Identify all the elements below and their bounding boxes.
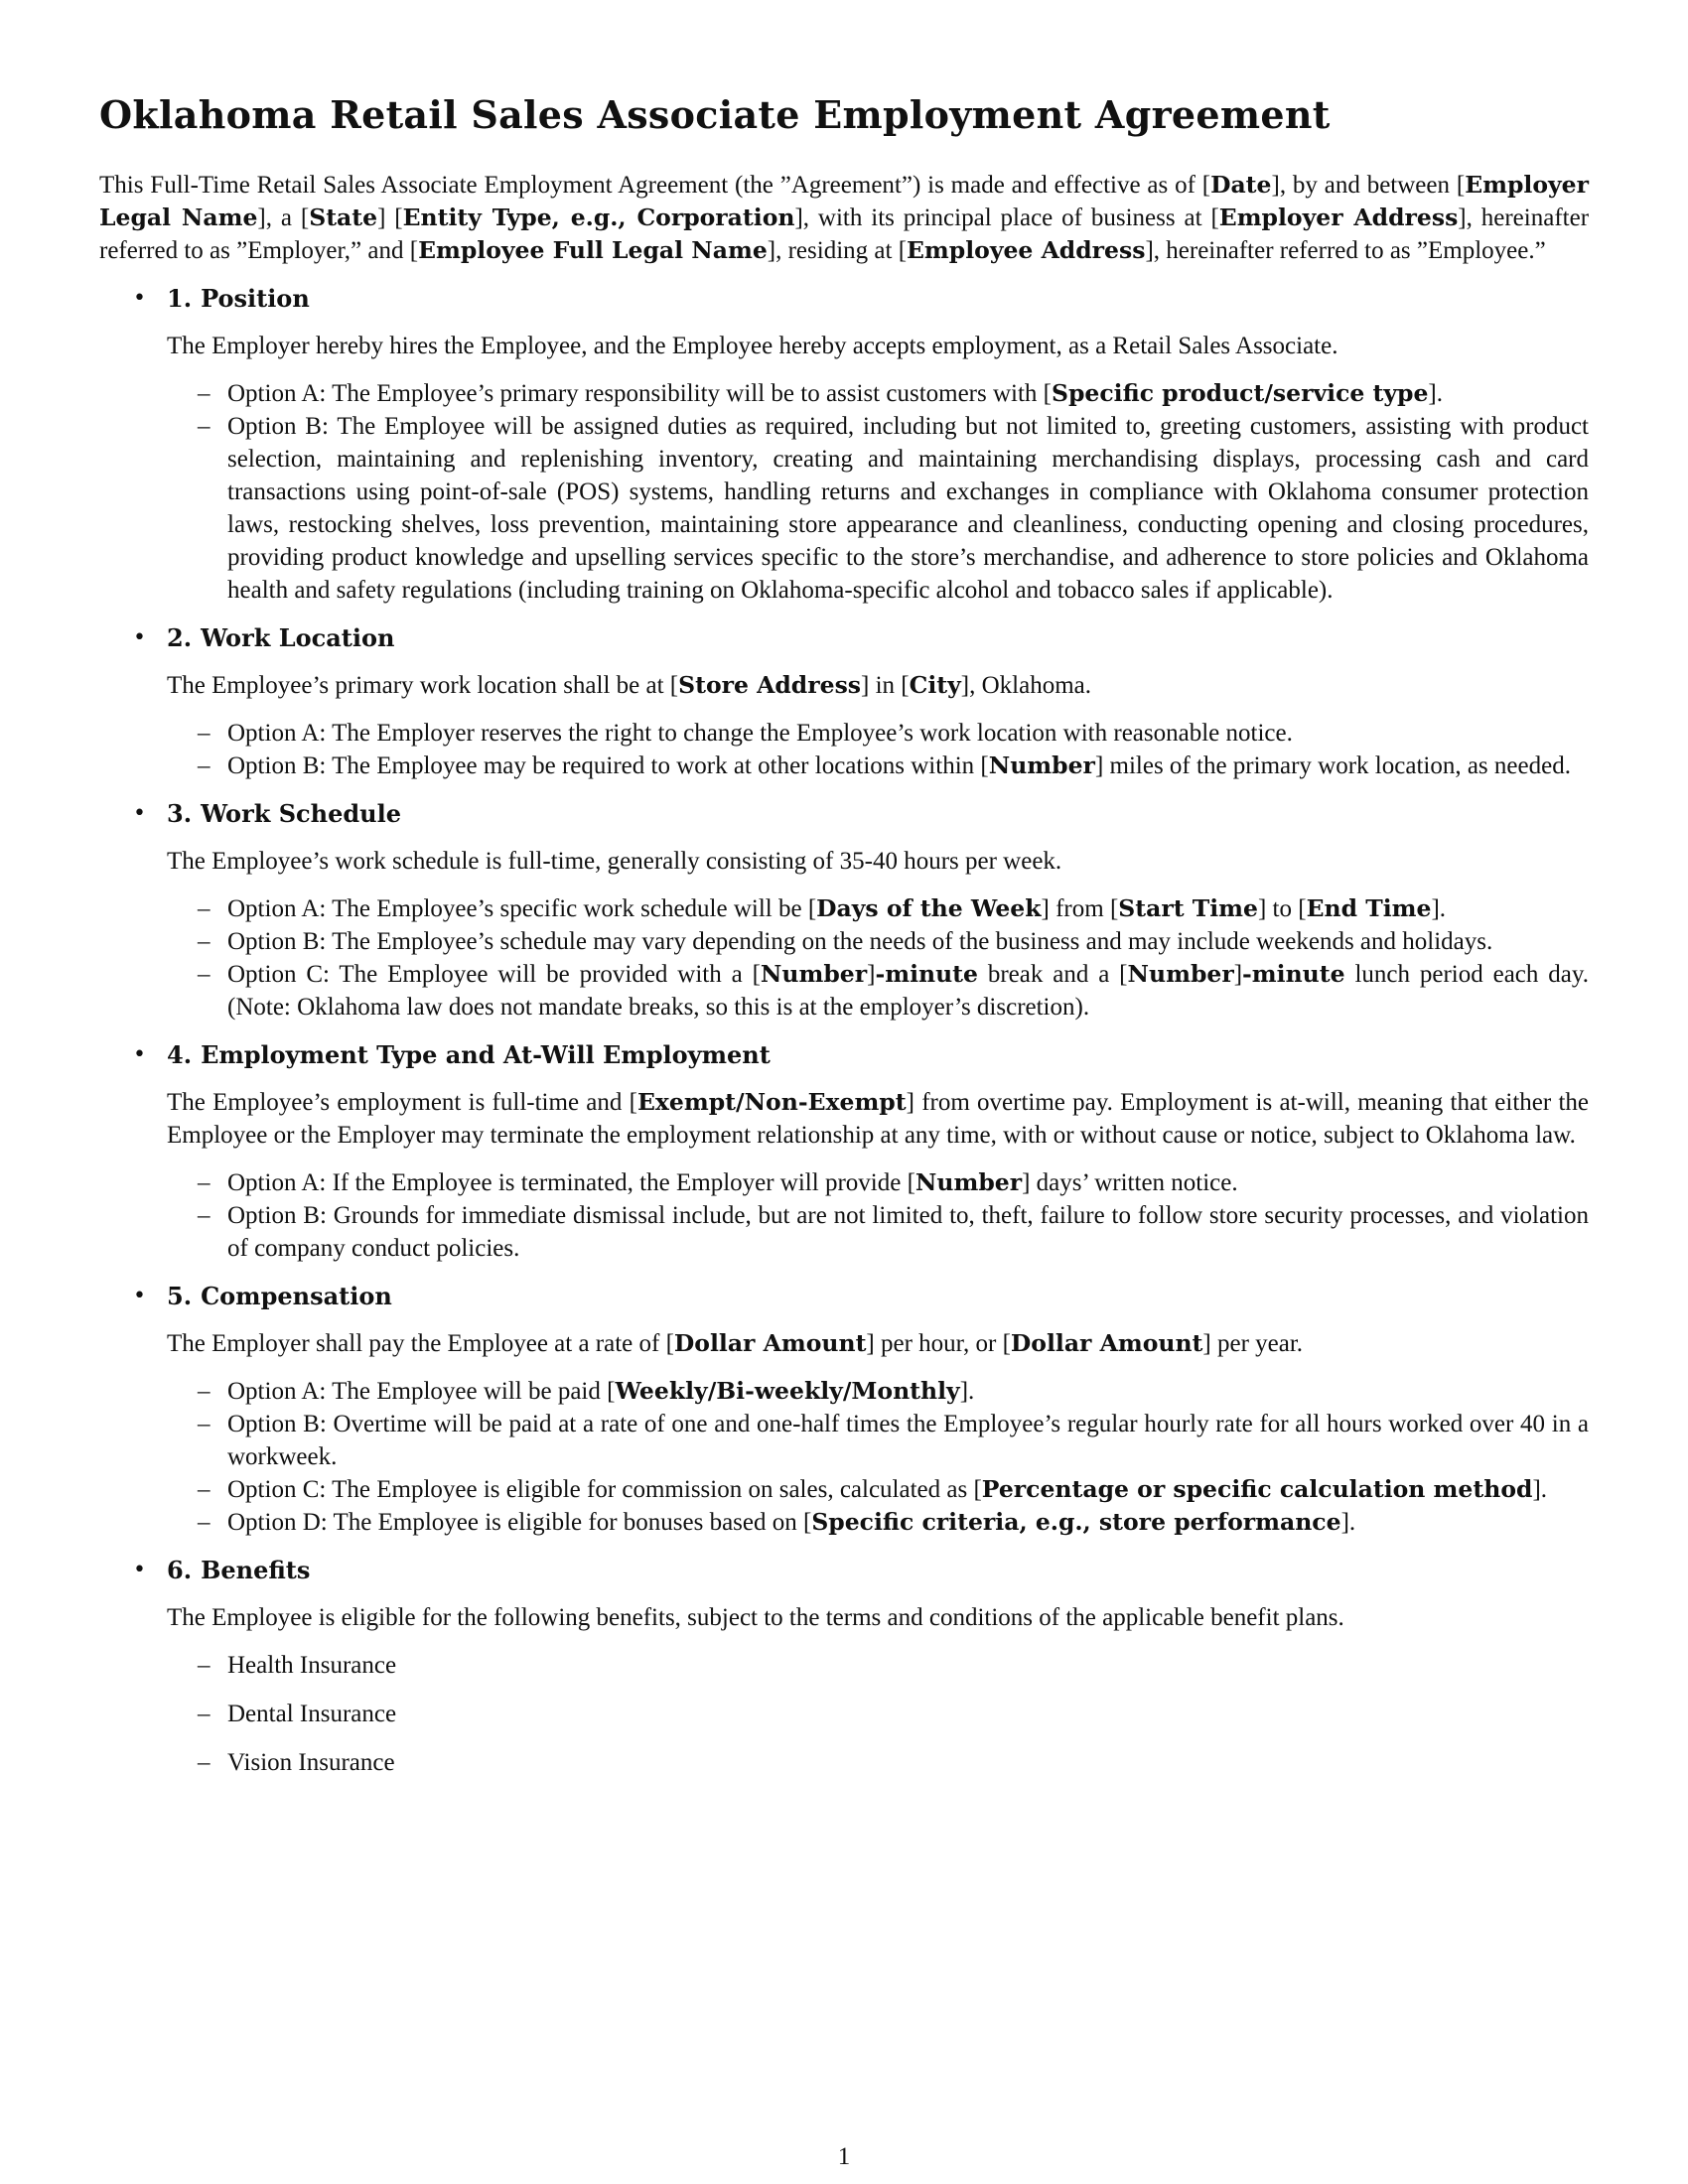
list-item: – Option B: The Employee’s schedule may vary depending on the needs of the business and may include weekends and holidays.: [198, 928, 1493, 955]
list-item: – Option C: The Employee will be provided with a [Number]-minute break and a [Number]-minute lunch period each day. (Note: Oklahoma law does not mandate breaks, so this is at the employer’s discretion).: [198, 960, 1589, 1021]
section-body: The Employee’s employment is full-time and [Exempt/Non-Exempt] from overtime pay. Employment is at-will, meaning that either the Employee or the Employer may terminate the employment relationship at any time, with or without cause or notice, subject to Oklahoma law.: [167, 1088, 1589, 1149]
bullet-marker: •: [133, 1284, 146, 1308]
document-title: Oklahoma Retail Sales Associate Employment Agreement: [99, 92, 1331, 137]
section-title: 5. Compensation: [167, 1282, 392, 1310]
list-item: – Option B: The Employee may be required to work at other locations within [Number] miles of the primary work location, as needed.: [198, 751, 1571, 779]
bullet-marker: •: [133, 1042, 146, 1067]
section-title: 2. Work Location: [167, 623, 395, 652]
section-body: The Employee’s work schedule is full-time, generally consisting of 35-40 hours per week.: [167, 848, 1062, 875]
list-item: – Option A: The Employee’s specific work schedule will be [Days of the Week] from [Start Time] to [End Time].: [198, 894, 1447, 922]
benefit-item: – Health Insurance: [198, 1652, 397, 1679]
list-item: – Option A: The Employee will be paid [Weekly/Bi-weekly/Monthly].: [198, 1377, 975, 1405]
section-body: The Employer hereby hires the Employee, and the Employee hereby accepts employment, as a Retail Sales Associate.: [167, 333, 1338, 359]
benefit-item: – Vision Insurance: [198, 1749, 395, 1776]
section-position: [99, 282, 1589, 607]
list-item: – Option A: If the Employee is terminated, the Employer will provide [Number] days’ written notice.: [198, 1168, 1238, 1196]
document-page: [99, 91, 1589, 1795]
bullet-marker: •: [133, 801, 146, 826]
list-item: – Option C: The Employee is eligible for commission on sales, calculated as [Percentage or specific calculation method].: [198, 1475, 1548, 1503]
bullet-marker: •: [133, 1558, 146, 1582]
list-item: – Option B: Grounds for immediate dismissal include, but are not limited to, theft, failure to follow store security processes, and violation of company conduct policies.: [198, 1202, 1589, 1262]
intro-paragraph: This Full-Time Retail Sales Associate Employment Agreement (the ”Agreement”) is made and effective as of [Date], by and between [Employer Legal Name], a [State] [Entity Type, e.g., Corporation], with its principal place of business at [Employer Address], hereinafter referred to as ”Employer,” and [Employee Full Legal Name], residing at [Employee Address], hereinafter referred to as ”Employee.”: [99, 171, 1590, 264]
bullet-marker: •: [133, 625, 146, 650]
bullet-marker: •: [133, 286, 146, 311]
section-title: 4. Employment Type and At-Will Employment: [167, 1040, 771, 1069]
benefit-item: – Dental Insurance: [198, 1701, 397, 1727]
section-body: The Employee is eligible for the following benefits, subject to the terms and conditions of the applicable benefit plans.: [167, 1604, 1344, 1631]
list-item: – Option A: The Employer reserves the right to change the Employee’s work location with reasonable notice.: [198, 720, 1293, 747]
section-benefits: [99, 1554, 1589, 1779]
section-compensation: [99, 1280, 1589, 1539]
list-item: – Option D: The Employee is eligible for bonuses based on [Specific criteria, e.g., store performance].: [198, 1508, 1356, 1536]
section-work-schedule: [99, 797, 1589, 1024]
section-title: 3. Work Schedule: [167, 799, 401, 828]
section-title: 1. Position: [167, 284, 310, 313]
section-body: The Employee’s primary work location shall be at [Store Address] in [City], Oklahoma.: [167, 671, 1091, 699]
section-title: 6. Benefits: [167, 1556, 311, 1584]
list-item: – Option B: The Employee will be assigned duties as required, including but not limited to, greeting customers, assisting with product selection, maintaining and replenishing inventory, creating and maintaining merchandising displays, processing cash and card transactions using point-of-sale (POS) systems, handling returns and exchanges in compliance with Oklahoma consumer protection laws, restocking shelves, loss prevention, maintaining store appearance and cleanliness, conducting opening and closing procedures, providing product knowledge and upselling services specific to the store’s merchandise, and adherence to store policies and Oklahoma health and safety regulations (including training on Oklahoma-specific alcohol and tobacco sales if applicable).: [198, 413, 1589, 604]
list-item: – Option A: The Employee’s primary responsibility will be to assist customers with [Specific product/service type].: [198, 379, 1443, 407]
page-number: 1: [837, 2143, 851, 2170]
section-employment-type: [99, 1038, 1589, 1265]
section-work-location: [99, 621, 1589, 782]
section-body: The Employer shall pay the Employee at a rate of [Dollar Amount] per hour, or [Dollar Amount] per year.: [167, 1329, 1304, 1357]
list-item: – Option B: Overtime will be paid at a rate of one and one-half times the Employee’s regular hourly rate for all hours worked over 40 in a workweek.: [198, 1411, 1589, 1470]
